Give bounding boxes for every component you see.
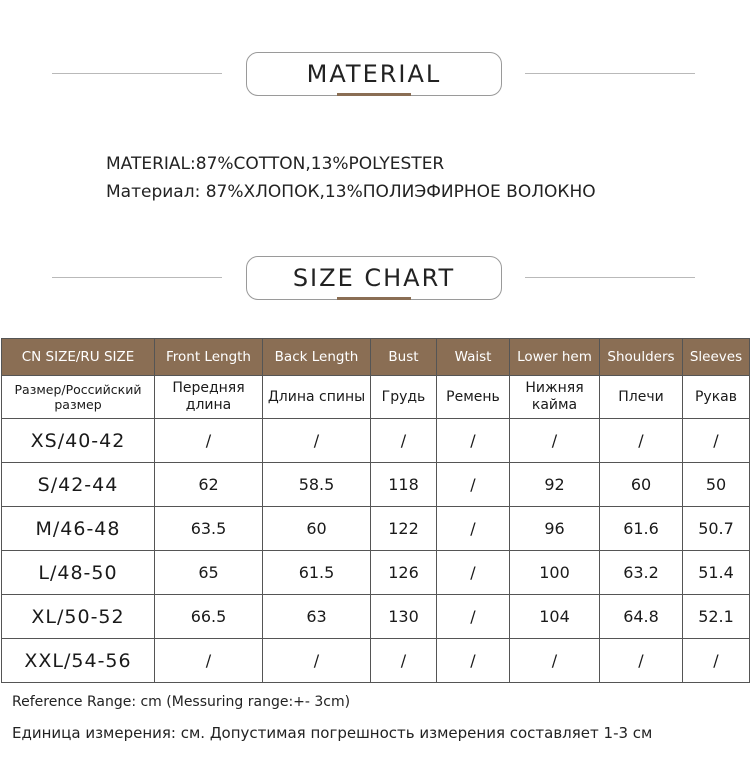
divider-line-right (525, 277, 695, 278)
table-cell: 118 (371, 463, 437, 507)
table-cell: 60 (263, 507, 371, 551)
table-cell: / (437, 639, 510, 683)
measurement-unit-note-ru: Единица измерения: см. Допустимая погрешность измерения составляет 1-3 см (12, 724, 653, 742)
table-cell: 51.4 (683, 551, 750, 595)
divider-line-left (52, 277, 222, 278)
header-cell: Длина спины (263, 376, 371, 419)
table-cell: 61.6 (600, 507, 683, 551)
table-cell: / (437, 419, 510, 463)
header-cell: Sleeves (683, 339, 750, 376)
table-cell: 52.1 (683, 595, 750, 639)
table-cell: 122 (371, 507, 437, 551)
table-cell: / (600, 639, 683, 683)
table-row (2, 507, 750, 551)
size-cell: L/48-50 (2, 551, 155, 595)
table-cell: 61.5 (263, 551, 371, 595)
table-cell: 100 (510, 551, 600, 595)
divider-line-right (525, 73, 695, 74)
header-cell: CN SIZE/RU SIZE (2, 339, 155, 376)
divider-line-left (52, 73, 222, 74)
title-underline (337, 93, 411, 96)
header-cell: Shoulders (600, 339, 683, 376)
table-row (2, 419, 750, 463)
header-cell: Грудь (371, 376, 437, 419)
header-cell: Передняя длина (155, 376, 263, 419)
table-cell: / (437, 463, 510, 507)
table-cell: / (510, 419, 600, 463)
material-title: MATERIAL (306, 60, 442, 88)
table-cell: / (371, 419, 437, 463)
header-cell: Back Length (263, 339, 371, 376)
reference-range-note: Reference Range: cm (Messuring range:+- 3cm) (12, 694, 351, 710)
table-cell: / (437, 507, 510, 551)
table-cell: 63 (263, 595, 371, 639)
table-cell: 126 (371, 551, 437, 595)
table-cell: / (510, 639, 600, 683)
table-cell: / (263, 419, 371, 463)
table-cell: / (371, 639, 437, 683)
size-cell: XL/50-52 (2, 595, 155, 639)
header-cell: Front Length (155, 339, 263, 376)
table-cell: / (155, 419, 263, 463)
table-cell: / (683, 639, 750, 683)
table-header-ru (2, 376, 750, 419)
table-cell: 50 (683, 463, 750, 507)
material-ru: Материал: 87%ХЛОПОК,13%ПОЛИЭФИРНОЕ ВОЛОКНО (106, 182, 596, 202)
header-cell: Waist (437, 339, 510, 376)
table-cell: / (263, 639, 371, 683)
table-cell: / (155, 639, 263, 683)
header-cell: Плечи (600, 376, 683, 419)
header-cell: Размер/Российский размер (2, 376, 155, 419)
header-cell: Нижняя кайма (510, 376, 600, 419)
table-cell: 64.8 (600, 595, 683, 639)
table-cell: 92 (510, 463, 600, 507)
size-cell: XS/40-42 (2, 419, 155, 463)
size-cell: S/42-44 (2, 463, 155, 507)
table-cell: / (683, 419, 750, 463)
table-row (2, 639, 750, 683)
table-cell: 130 (371, 595, 437, 639)
table-header-en (2, 339, 750, 376)
table-cell: 63.5 (155, 507, 263, 551)
table-cell: 58.5 (263, 463, 371, 507)
table-cell: 104 (510, 595, 600, 639)
title-underline (337, 297, 411, 300)
table-cell: / (437, 595, 510, 639)
table-cell: 63.2 (600, 551, 683, 595)
size-cell: M/46-48 (2, 507, 155, 551)
table-row (2, 595, 750, 639)
table-cell: / (437, 551, 510, 595)
table-cell: / (600, 419, 683, 463)
material-en: MATERIAL:87%COTTON,13%POLYESTER (106, 154, 445, 174)
table-cell: 96 (510, 507, 600, 551)
header-cell: Рукав (683, 376, 750, 419)
size-chart-title-box (246, 256, 502, 300)
table-row (2, 463, 750, 507)
header-cell: Bust (371, 339, 437, 376)
table-cell: 62 (155, 463, 263, 507)
size-cell: XXL/54-56 (2, 639, 155, 683)
header-cell: Lower hem (510, 339, 600, 376)
table-row (2, 551, 750, 595)
table-cell: 66.5 (155, 595, 263, 639)
size-chart-table (1, 338, 750, 683)
table-cell: 65 (155, 551, 263, 595)
table-cell: 60 (600, 463, 683, 507)
table-cell: 50.7 (683, 507, 750, 551)
material-title-box (246, 52, 502, 96)
size-chart-title: SIZE CHART (292, 264, 456, 292)
header-cell: Ремень (437, 376, 510, 419)
